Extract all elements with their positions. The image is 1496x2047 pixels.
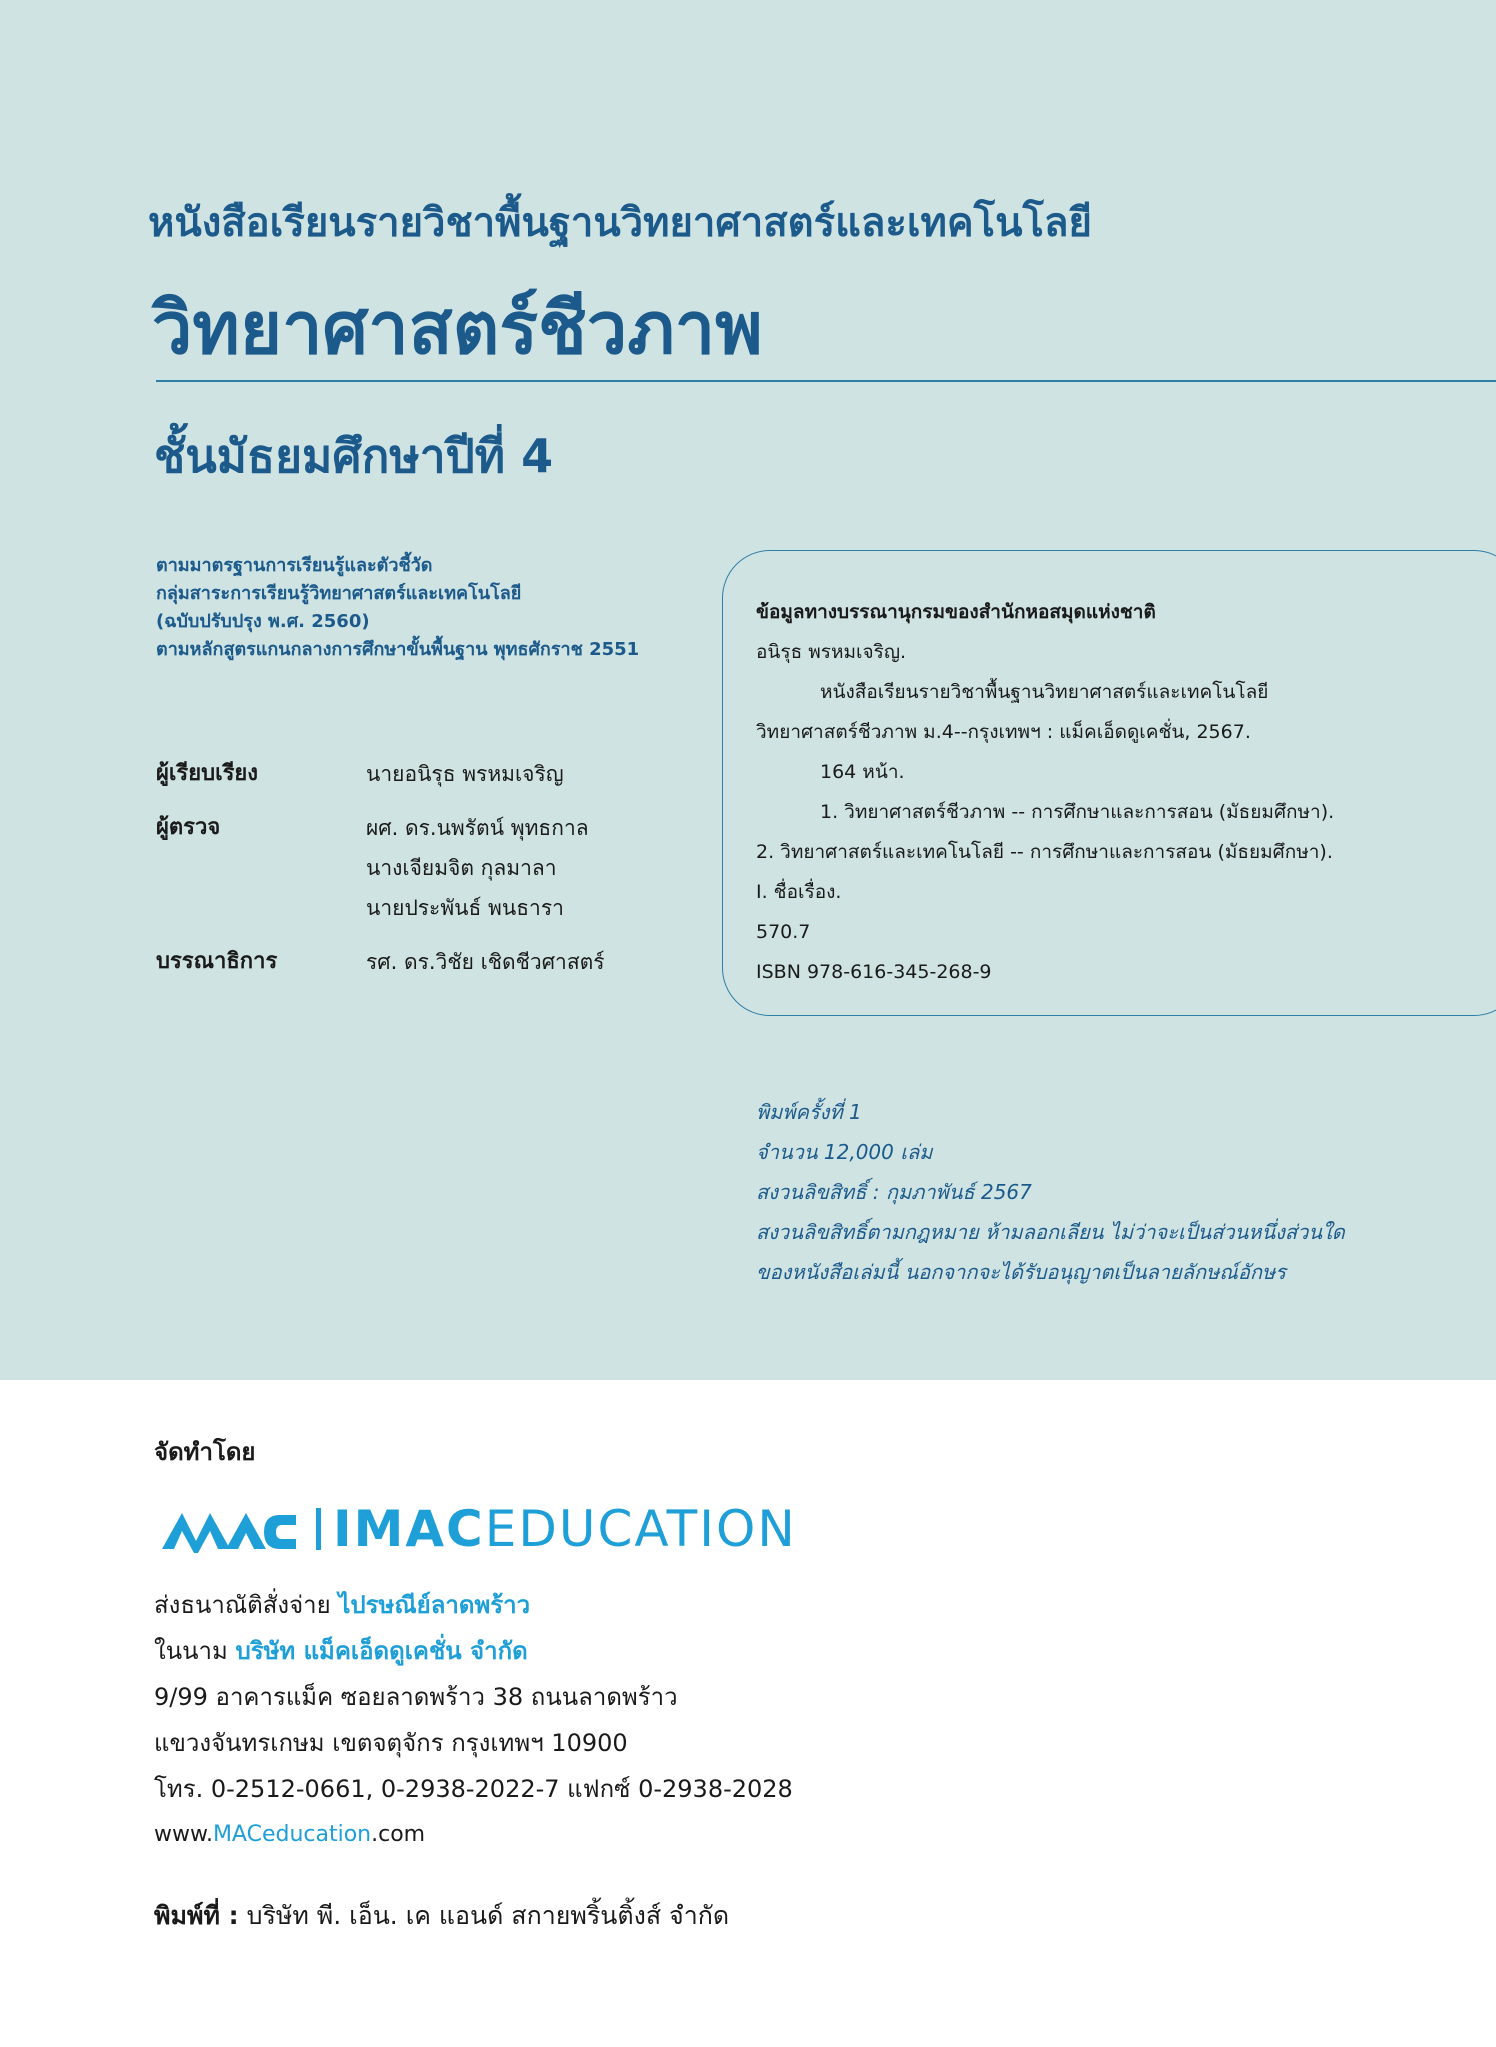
- author-row: [156, 754, 605, 794]
- editor-row: [156, 942, 605, 982]
- printer-name: บริษัท พี. เอ็น. เค แอนด์ สกายพริ้นติ้งส์ จำกัด: [246, 1901, 730, 1930]
- edition-line: จำนวน 12,000 เล่ม: [756, 1140, 933, 1164]
- standards-line: ตามมาตรฐานการเรียนรู้และตัวชี้วัด: [156, 555, 433, 576]
- web-suffix: .com: [371, 1822, 426, 1847]
- cip-isbn: ISBN 978-616-345-268-9: [756, 961, 992, 983]
- website-link[interactable]: [154, 1812, 793, 1858]
- grade-level: ชั้นมัธยมศึกษาปีที่ 4: [154, 429, 554, 483]
- cip-title: หนังสือเรียนรายวิชาพื้นฐานวิทยาศาสตร์และเทคโนโลยี: [820, 681, 1269, 703]
- edition-line: สงวนลิขสิทธิ์ตามกฎหมาย ห้ามลอกเลียน ไม่ว่าจะเป็นส่วนหนึ่งส่วนใด: [756, 1220, 1345, 1244]
- cip-subject: 2. วิทยาศาสตร์และเทคโนโลยี -- การศึกษาและการสอน (มัธยมศึกษา).: [756, 841, 1333, 863]
- mac-logo-icon: [156, 1501, 306, 1557]
- edition-line: สงวนลิขสิทธิ์ : กุมภาพันธ์ 2567: [756, 1180, 1032, 1204]
- author-name: นายอนิรุธ พรหมเจริญ: [366, 762, 564, 786]
- standards-line: (ฉบับปรับปรุง พ.ศ. 2560): [156, 611, 370, 632]
- logo-wordmark-bold: IMAC: [333, 1500, 485, 1558]
- author-names: [366, 754, 564, 794]
- edition-line: พิมพ์ครั้งที่ 1: [756, 1100, 862, 1124]
- standards-line: กลุ่มสาระการเรียนรู้วิทยาศาสตร์และเทคโนโลยี: [156, 583, 522, 604]
- post-office-name: ไปรษณีย์ลาดพร้าว: [338, 1591, 531, 1619]
- editor-label: บรรณาธิการ: [156, 949, 278, 974]
- web-prefix: www.: [154, 1822, 213, 1847]
- reviewer-label: ผู้ตรวจ: [156, 815, 221, 840]
- editor-name: รศ. ดร.วิชัย เชิดชีวศาสตร์: [366, 950, 605, 974]
- cip-subject: 1. วิทยาศาสตร์ชีวภาพ -- การศึกษาและการสอน (มัธยมศึกษา).: [820, 801, 1335, 823]
- author-label: ผู้เรียบเรียง: [156, 761, 259, 786]
- cip-heading: ข้อมูลทางบรรณานุกรมของสำนักหอสมุดแห่งชาติ: [756, 601, 1156, 623]
- cip-record: [756, 592, 1334, 992]
- address-line: 9/99 อาคารแม็ค ซอยลาดพร้าว 38 ถนนลาดพร้าว: [154, 1683, 678, 1711]
- curriculum-standards: [156, 552, 639, 664]
- logo-wordmark-light: EDUCATION: [484, 1500, 797, 1558]
- web-brand: MACeducation: [212, 1822, 372, 1847]
- payee-name: บริษัท แม็คเอ็ดดูเคชั่น จำกัด: [235, 1637, 528, 1665]
- payee-prefix: ในนาม: [154, 1637, 228, 1665]
- title-divider: [156, 380, 1496, 382]
- cip-pages: 164 หน้า.: [820, 761, 905, 783]
- subject-line: หนังสือเรียนรายวิชาพื้นฐานวิทยาศาสตร์และเทคโนโลยี: [148, 200, 1092, 246]
- cip-classification: 570.7: [756, 921, 811, 943]
- payee-line: [154, 1628, 793, 1674]
- money-order-prefix: ส่งธนาณัติสั่งจ่าย: [154, 1591, 331, 1619]
- standards-line: ตามหลักสูตรแกนกลางการศึกษาขั้นพื้นฐาน พุทธศักราช 2551: [156, 639, 640, 660]
- editor-names: [366, 942, 605, 982]
- publisher-address: [154, 1582, 793, 1858]
- produced-by-label: จัดทำโดย: [154, 1438, 256, 1466]
- logo-wordmark: [333, 1500, 797, 1558]
- reviewer-row: [156, 808, 605, 928]
- edition-line: ของหนังสือเล่มนี้ นอกจากจะได้รับอนุญาตเป็นลายลักษณ์อักษร: [756, 1260, 1286, 1284]
- printer-line: [154, 1896, 729, 1936]
- cip-imprint: วิทยาศาสตร์ชีวภาพ ม.4--กรุงเทพฯ : แม็คเอ็ดดูเคชั่น, 2567.: [756, 721, 1251, 743]
- book-title: วิทยาศาสตร์ชีวภาพ: [152, 286, 763, 370]
- cip-author: อนิรุธ พรหมเจริญ.: [756, 641, 907, 663]
- reviewer-names: [366, 808, 589, 928]
- reviewer-name: นางเจียมจิต กุลมาลา: [366, 856, 557, 880]
- reviewer-name: นายประพันธ์ พนธารา: [366, 896, 564, 920]
- credits: [156, 754, 605, 996]
- printer-label: พิมพ์ที่ :: [154, 1901, 239, 1930]
- mac-education-logo: [156, 1500, 797, 1558]
- reviewer-name: ผศ. ดร.นพรัตน์ พุทธกาล: [366, 816, 589, 840]
- logo-separator: [316, 1508, 321, 1550]
- phone-line: โทร. 0-2512-0661, 0-2938-2022-7 แฟกซ์ 0-2938-2028: [154, 1775, 793, 1803]
- edition-info: [756, 1092, 1345, 1292]
- address-line: แขวงจันทรเกษม เขตจตุจักร กรุงเทพฯ 10900: [154, 1729, 628, 1757]
- cip-title-entry: I. ชื่อเรื่อง.: [756, 881, 842, 903]
- money-order-line: [154, 1582, 793, 1628]
